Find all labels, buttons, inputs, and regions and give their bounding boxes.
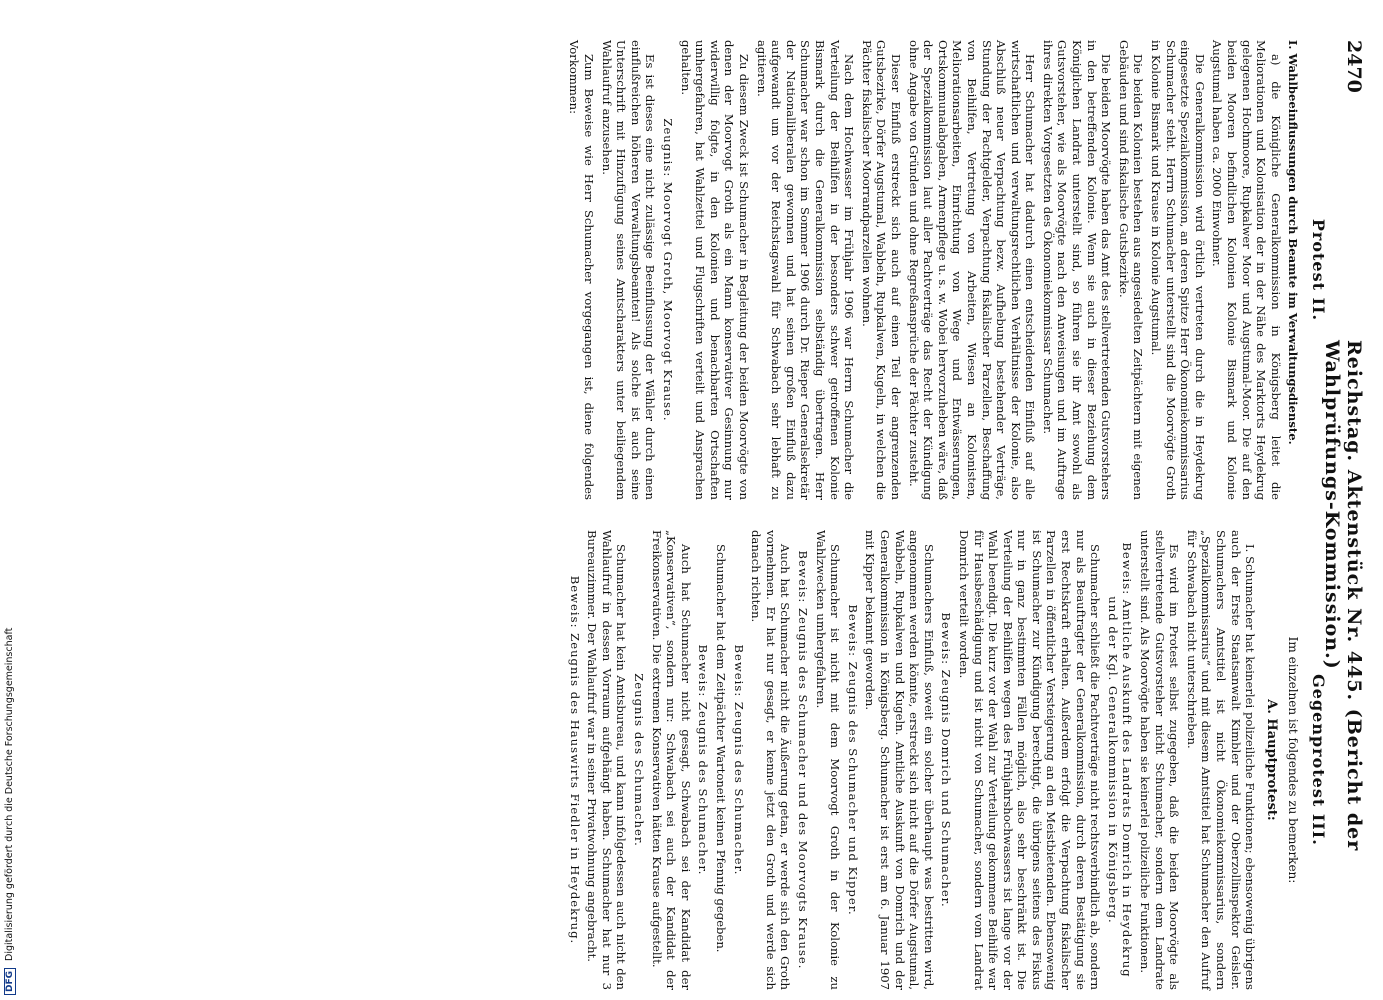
paragraph: Beweis: Zeugnis des Hauswirts Fiedler in Heydekrug. [567,575,582,945]
paragraph: Beweis: Zeugnis des Schumacher und des Moorvogts Krause. [796,550,810,970]
running-title: Reichstag. Aktenstück Nr. 445. (Bericht der Wahlprüfungs-Kommission.) [1321,340,1365,852]
paragraph: Die beiden Kolonien bestehen aus angesiedelten Zeitpächtern mit eigenen Gebäuden und sind fiskalische Gutsbezirke. [1116,40,1146,500]
digitization-credit: Digitalisierung gefördert durch die Deutsche Forschungsgemeinschaft [4,627,15,961]
paragraph: Herr Schumacher hat dadurch einen entscheidenden Einfluß auf alle wirtschaftlichen und verwaltungsrechtlichen Verhältnisse der Kolonie, also Abschluß neuer Verpachtung bezw. Aufhebung bestehender Verträge, Stundung der Pachtgelder, Verpachtung fiskalischer Parzellen, Beschaffung von Beihilfen, Vertretung von Arbeiten, Wiesen an Kolonisten, Meliorationsarbeiten, Einrichtung von Wege und Entwässerungen, Ortskommunalabgaben, Armenpflege u. s. w. Wobei hervorzuheben wäre, daß der Spezialkommission laut aller Pachtverträge das Recht der Kündigung ohne Angabe von Gründen und ohne Regreßansprüche der Pächter zusteht. [906,40,1038,500]
paragraph: Zeugnis des Schumacher. [632,673,647,847]
paragraph: Schumacher hat kein Amtsbureau, und kann infolgedessen auch nicht den Wahlaufruf in dessen Vorraum aufgehängt haben. Schumacher hat nur 3 Bureauzimmer. Der Wahlaufruf war in seiner Privatwohnung angebracht. [585,530,629,990]
right-column-gegenprotest-iii [564,530,1331,990]
paragraph: Die Generalkommission wird örtlich vertreten durch die in Heydekrug eingesetzte Spezialkommission, an deren Spitze Herr Ökonomiekommissarius Schumacher steht. Herrn Schumacher unterstellt sind die Moorvögte Groth in Kolonie Bismark und Krause in Kolonie Augstumal. [1149,40,1207,500]
paragraph: I. Schumacher hat keinerlei polizeiliche Funktionen; ebensowenig übrigens auch der Erste Staatsanwalt Kimbler und der Oberzollinspektor Geisler. Schumachers Amtstitel ist nicht Ökonomiekommissarius, sondern „Spezialkommissarius“ und mit diesem Amtstitel hat Schumacher den Aufruf für Schwabach nicht unterschrieben. [1184,530,1258,990]
paragraph: Beweis: Zeugnis Domrich und Schumacher. [939,612,954,908]
gegenprotest-title: Gegenprotest III. [1309,674,1328,846]
protest-title: Protest II. [1309,218,1328,322]
paragraph: Beweis: Zeugnis des Schumacher. [696,644,711,876]
paragraph: Zeugnis: Moorvogt Groth, Moorvogt Krause. [661,118,676,422]
paragraph: Schumacher schließt die Pachtverträge nicht rechtsverbindlich ab, sondern nur als Beauftragter der Generalkommission, durch deren Bestätigung sie erst Rechtskraft erhalten. Außerdem erfolgt die Verpachtung fiskalischer Parzellen in öffentlicher Versteigerung an den Meistbietenden. Ebensowenig ist Schumacher zur Kündigung berechtigt, die übrigens seitens des Fiskus nur in ganz bestimmten Fällen möglich, also sehr beschränkt ist. Die Verteilung der Beihilfen wegen des Frühjahrshochwassers ist lange vor der Wahl beendigt. Die kurz vor der Wahl zur Verteilung gekommene Beihilfe war für Hausbeschädigung und ist nicht von Schumacher, sondern vom Landrat Domrich verteilt worden. [956,530,1103,990]
paragraph: Nach dem Hochwasser im Frühjahr 1906 war Herrn Schumacher die Verteilung der Beihilfen in der besonders schwer getroffenen Kolonie Bismark durch die Generalkommission selbständig übertragen. Herr Schumacher war schon im Sommer 1906 durch Dr. Rieper Generalsekretär der Nationalliberalen gewonnen und hat seinen großen Einfluß dazu aufgewandt um vor der Reichstagswahl für Schwabach sehr lebhaft zu agitieren. [754,40,857,500]
paragraph: Zu diesem Zweck ist Schumacher in Begleitung der beiden Moorvögte von denen der Moorvogt Groth als ein Mann konservativer Gesinnung nur widerwillig folgte, in den Kolonien und benachbarten Ortschaften umhergefahren, hat Wahlzettel und Flugschriften verteilt und Ansprachen gehalten. [678,40,752,500]
paragraph: Es ist dieses eine nicht zulässige Beeinflussung der Wähler durch einen einflußreichen höheren Verwaltungsbeamten! Als solche ist auch seine Unterschrift mit Hinzufügung seines Amtscharakters unter beiliegendem Wahlaufruf anzusehen. [599,40,658,500]
section-heading: A. Hauptprotest: [1263,699,1279,821]
paragraph: Schumacher hat dem Zeitpächter Wartoneit keinen Pfennig gegeben. [714,544,729,953]
paragraph: a) die Königliche Generalkommission in Königsberg leitet die Meliorationen und Kolonisation der in der Nähe des Marktorts Heydekrug gelegenen Hochmoore, Rupkalwer Moor und Augstumal-Moor. Die auf den beiden Mooren befindlichen Kolonien Kolonie Bismark und Kolonie Augstumal haben ca. 2000 Einwohner. [1210,40,1283,500]
page-header [1321,40,1365,970]
dfg-logo: DFG [4,968,16,995]
paragraph: Die beiden Moorvögte haben das Amt des stellvertretenden Gutsvorstehers in den betreffenden Kolonie. Wenn sie auch in dieser Beziehung dem Königlichen Landrat unterstellt sind, so führen sie ihr Amt sowohl als Gutsvorsteher, wie als Moorvögte nach den Anweisungen und im Auftrage ihres direkten Vorgesetzten des Ökonomiekommissar Schumacher. [1040,40,1114,500]
paragraph: Schumachers Einfluß, soweit ein solcher überhaupt was bestritten wird, angenommen werden könnte, erstreckt sich nicht auf die Dörfer Augstumal, Wabbeln, Rupkalwen und Kugeln. Amtliche Auskunft von Domrich und der Generalkommission in Königsberg. Schumacher ist erst am 6. Januar 1907 mit Kipper bekannt geworden. [863,530,936,990]
paragraph: Zum Beweise wie Herr Schumacher vorgegangen ist, diene folgendes Vorkommen: [567,40,597,500]
right-paragraphs [567,530,1257,990]
paragraph: Beweis: Amtliche Auskunft des Landrats Domrich in Heydekrug und der Kgl. Generalkommission in Königsberg. [1105,542,1135,978]
left-column-protest-ii [564,40,1331,500]
paragraph: Beweis: Zeugnis des Schumacher und Kipper. [845,604,860,916]
paragraph: Dieser Einfluß erstreckt sich auch auf einen Teil der angrenzenden Gutsbezirke, Dörfer Augstumal, Wabbeln, Rupkalwen, Kugeln, in welchen die Pächter fiskalischer Moorrandparzellen wohnen. [859,40,903,500]
paragraph: Auch hat Schumacher nicht gesagt, Schwabach sei der Kandidat der „Konservativen“, sondern nur: Schwabach sei auch der Kandidat der Freikonservativen. Die extremen Konservativen hätten Krause aufgestellt. [649,530,693,990]
intro-line: Im einzelnen ist folgendes zu bemerken: [1286,636,1301,884]
left-paragraphs [567,40,1301,500]
paragraph: Beweis: Zeugnis des Schumacher. [731,644,746,876]
paragraph: Es wird im Protest selbst zugegeben, daß die beiden Moorvögte als stellvertretende Gutsvorsteher nicht Schumacher, sondern dem Landrate unterstellt sind. Als Moorvögte haben sie keinerlei polizeiliche Funktionen. [1138,530,1182,990]
paragraph: Auch hat Schumacher nicht die Äußerung getan, er werde sich den Groth vornehmen. Er hat nur gesagt, er kenne jetzt den Groth und werde sich danach richten. [749,530,793,990]
paragraph: Schumacher ist nicht mit dem Moorvogt Groth in der Kolonie zu Wahlzwecken umhergefahren. [813,530,843,990]
page-number: 2470 [1343,40,1365,93]
paragraph: I. Wahlbeeinflussungen durch Beamte im Verwaltungsdienste. [1286,40,1301,445]
